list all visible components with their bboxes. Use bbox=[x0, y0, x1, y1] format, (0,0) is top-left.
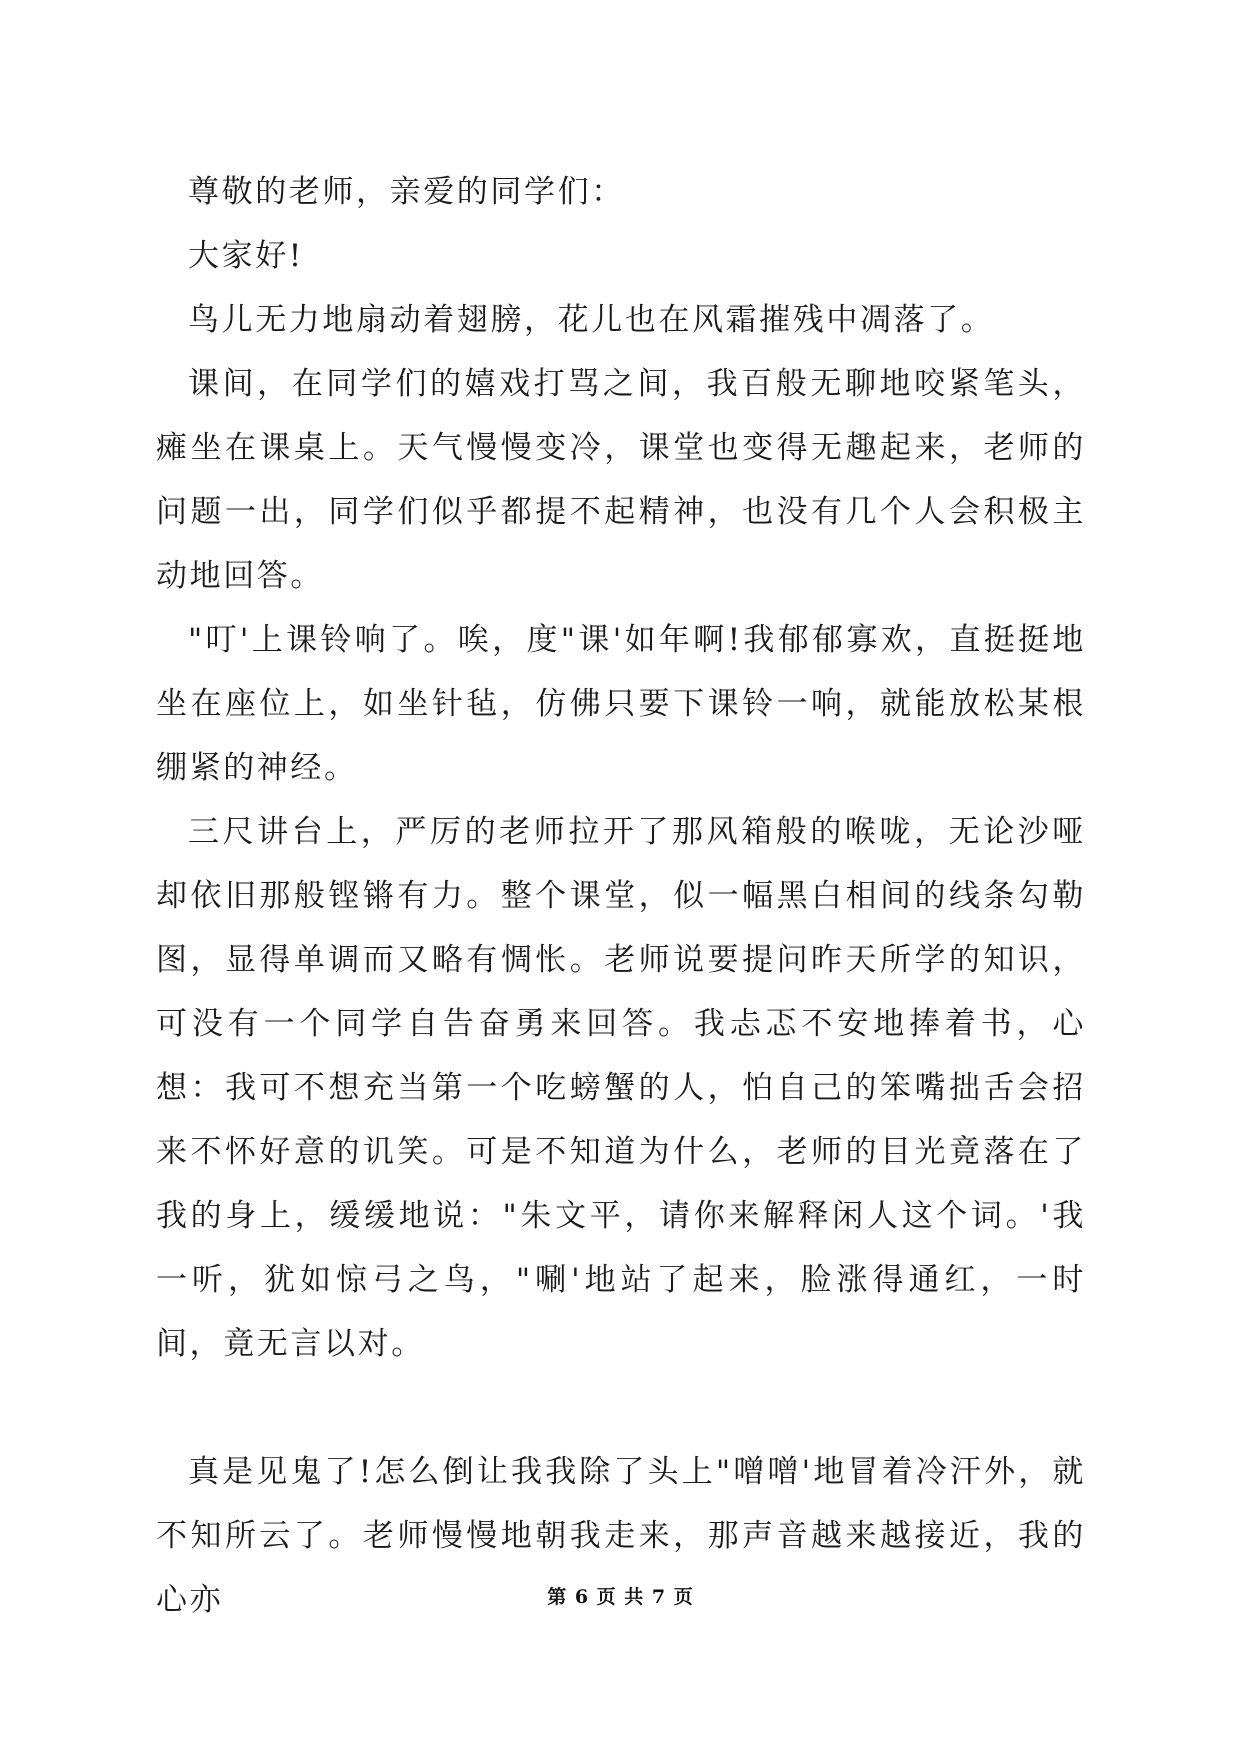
paragraph-teacher: 三尺讲台上，严厉的老师拉开了那风箱般的喉咙，无论沙哑却依旧那般铿锵有力。整个课堂，似一幅黑白相间的线条勾勒图，显得单调而又略有惆怅。老师说要提问昨天所学的知识，可没有一个同学自告奋勇来回答。我忐忑不安地捧着书，心想：我可不想充当第一个吃螃蟹的人，怕自己的笨嘴拙舌会招来不怀好意的讥笑。可是不知道为什么，老师的目光竟落在了我的身上，缓缓地说："朱文平，请你来解释闲人这个词。'我一听，犹如惊弓之鸟，"唰'地站了起来，脸涨得通红，一时间，竟无言以对。 bbox=[156, 814, 1086, 1362]
paragraph-birds: 鸟儿无力地扇动着翅膀，花儿也在风霜摧残中凋落了。 bbox=[188, 302, 995, 338]
paragraph-salutation: 尊敬的老师，亲爱的同学们： bbox=[188, 174, 625, 210]
paragraph-recess: 课间，在同学们的嬉戏打骂之间，我百般无聊地咬紧笔头，瘫坐在课桌上。天气慢慢变冷，课堂也变得无趣起来，老师的问题一出，同学们似乎都提不起精神，也没有几个人会积极主动地回答。 bbox=[156, 366, 1086, 594]
paragraph-bell: "叮'上课铃响了。唉，度"课'如年啊!我郁郁寡欢，直挺挺地坐在座位上，如坐针毡，仿佛只要下课铃一响，就能放松某根绷紧的神经。 bbox=[156, 622, 1086, 786]
paragraph-greeting: 大家好! bbox=[188, 238, 304, 274]
page-number-footer: 第 6 页 共 7 页 bbox=[547, 1586, 694, 1608]
paragraph-sweat: 真是见鬼了!怎么倒让我我除了头上"噌噌'地冒着冷汗外，就不知所云了。老师慢慢地朝我走来，那声音越来越接近，我的心亦 bbox=[156, 1454, 1086, 1618]
document-body bbox=[156, 160, 1086, 1632]
